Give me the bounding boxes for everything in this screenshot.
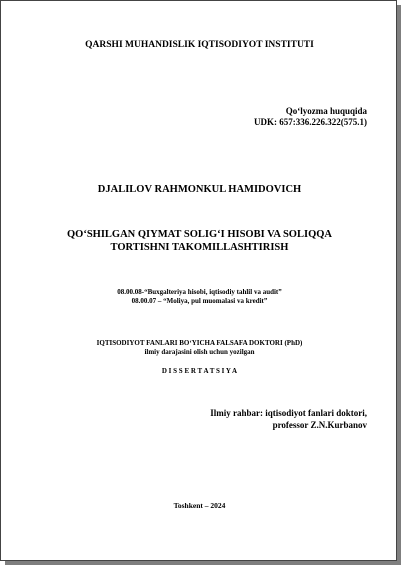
place-and-year: Toshkent – 2024: [173, 501, 226, 510]
specialty-code-1: 08.00.08-“Buxgalteriya hisobi, iqtisodiy tahlil va audit”: [117, 288, 282, 296]
advisor-line-2: professor Z.N.Kurbanov: [272, 420, 367, 430]
degree-line-1: IQTISODIYOT FANLARI BO‘YICHA FALSAFA DOKTORI (PhD): [96, 339, 303, 347]
specialty-code-2: 08.00.07 – “Moliya, pul muomalasi va kredit”: [131, 297, 268, 305]
udk-code: UDK: 657:336.226.322(575.1): [254, 117, 367, 127]
manuscript-note: Qo‘lyozma huquqida: [285, 106, 367, 116]
thesis-title-line1: QO‘SHILGAN QIYMAT SOLIG‘I HISOBI VA SOLIQQA: [66, 229, 332, 240]
page-shadow-bottom: [5, 561, 401, 565]
author-name: DJALILOV RAHMONKUL HAMIDOVICH: [97, 184, 302, 195]
institution-name: QARSHI MUHANDISLIK IQTISODIYOT INSTITUTI: [85, 40, 314, 50]
degree-line-2: ilmiy darajasini olish uchun yozilgan: [144, 348, 255, 356]
document-type: D I S S E R T A T S I Y A: [161, 367, 238, 375]
thesis-title-line2: TORTISHNI TAKOMILLASHTIRISH: [110, 242, 289, 253]
advisor-line-1: Ilmiy rahbar: iqtisodiyot fanlari doktori,: [210, 408, 367, 418]
page-shadow-right: [397, 5, 401, 564]
